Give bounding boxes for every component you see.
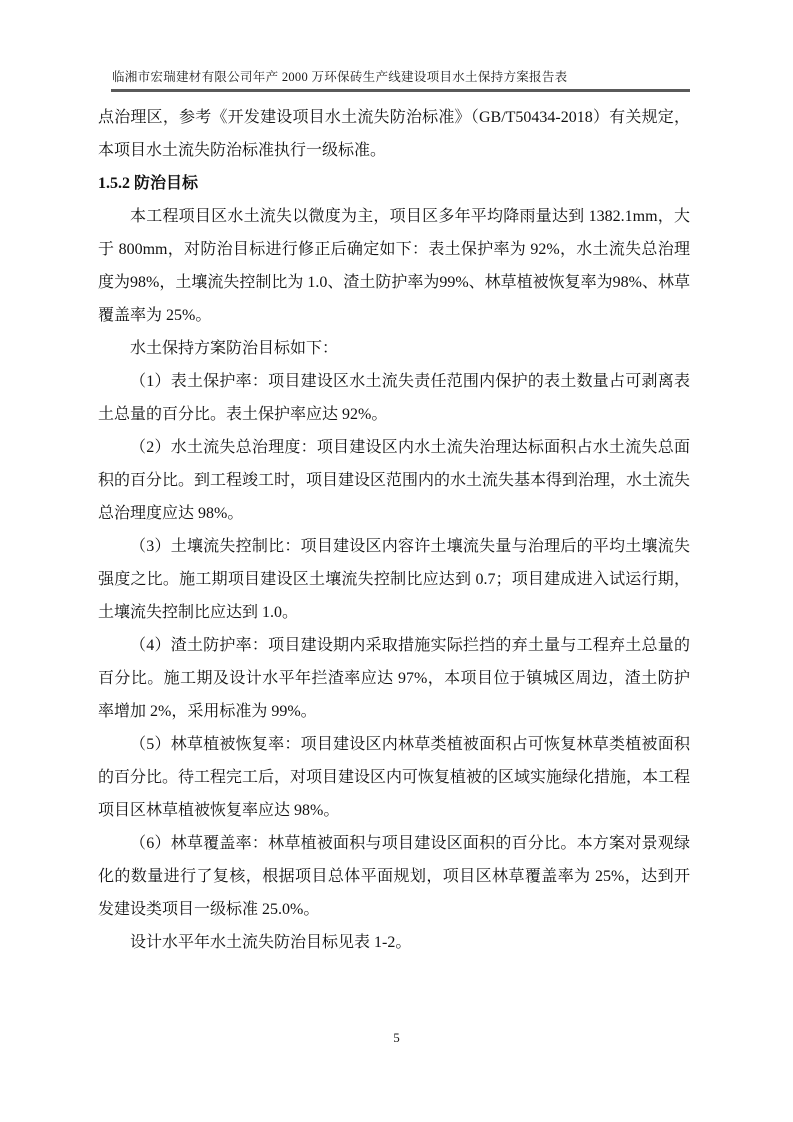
paragraph-goal-1: （1）表土保护率：项目建设区水土流失责任范围内保护的表土数量占可剥离表土总量的百分比。表土保护率应达 92%。 — [98, 373, 690, 423]
document-body — [98, 101, 690, 959]
header-rule — [111, 89, 690, 92]
paragraph-goal-2: （2）水土流失总治理度：项目建设区内水土流失治理达标面积占水土流失总面积的百分比。到工程竣工时，项目建设区范围内的水土流失基本得到治理，水土流失总治理度应达 98%。 — [98, 439, 691, 522]
page-footer — [0, 1030, 793, 1046]
paragraph-goal-4: （4）渣土防护率：项目建设期内采取措施实际拦挡的弃土量与工程弃土总量的百分比。施工期及设计水平年拦渣率应达 97%，本项目位于镇城区周边，渣土防护率增加 2%，采用标准为 99%。 — [98, 637, 690, 720]
paragraph-goals-intro: 水土保持方案防治目标如下： — [130, 340, 339, 357]
paragraph-goal-3: （3）土壤流失控制比：项目建设区内容许土壤流失量与治理后的平均土壤流失强度之比。施工期项目建设区土壤流失控制比应达到 0.7；项目建成进入试运行期，土壤流失控制比应达到 1.0。 — [98, 538, 690, 621]
paragraph-continuation: 点治理区，参考《开发建设项目水土流失防治标准》（GB/T50434-2018）有关规定，本项目水土流失防治标准执行一级标准。 — [98, 109, 690, 159]
paragraph-overview: 本工程项目区水土流失以微度为主，项目区多年平均降雨量达到 1382.1mm，大于 800mm，对防治目标进行修正后确定如下：表土保护率为 92%，水土流失总治理度为98%，土壤流失控制比为 1.0、渣土防护率为99%、林草植被恢复率为98%、林草覆盖率为 25%。 — [98, 208, 690, 324]
paragraph-table-reference: 设计水平年水土流失防治目标见表 1-2。 — [130, 934, 412, 951]
paragraph-goal-6: （6）林草覆盖率：林草植被面积与项目建设区面积的百分比。本方案对景观绿化的数量进行了复核，根据项目总体平面规划，项目区林草覆盖率为 25%，达到开发建设类项目一级标准 25.0%。 — [98, 835, 690, 918]
header-title: 临湘市宏瑞建材有限公司年产 2000 万环保砖生产线建设项目水土保持方案报告表 — [112, 70, 568, 84]
section-heading: 1.5.2 防治目标 — [98, 175, 199, 192]
paragraph-goal-5: （5）林草植被恢复率：项目建设区内林草类植被面积占可恢复林草类植被面积的百分比。待工程完工后，对项目建设区内可恢复植被的区域实施绿化措施，本工程项目区林草植被恢复率应达 98%。 — [98, 736, 691, 819]
page-number: 5 — [393, 1030, 400, 1045]
